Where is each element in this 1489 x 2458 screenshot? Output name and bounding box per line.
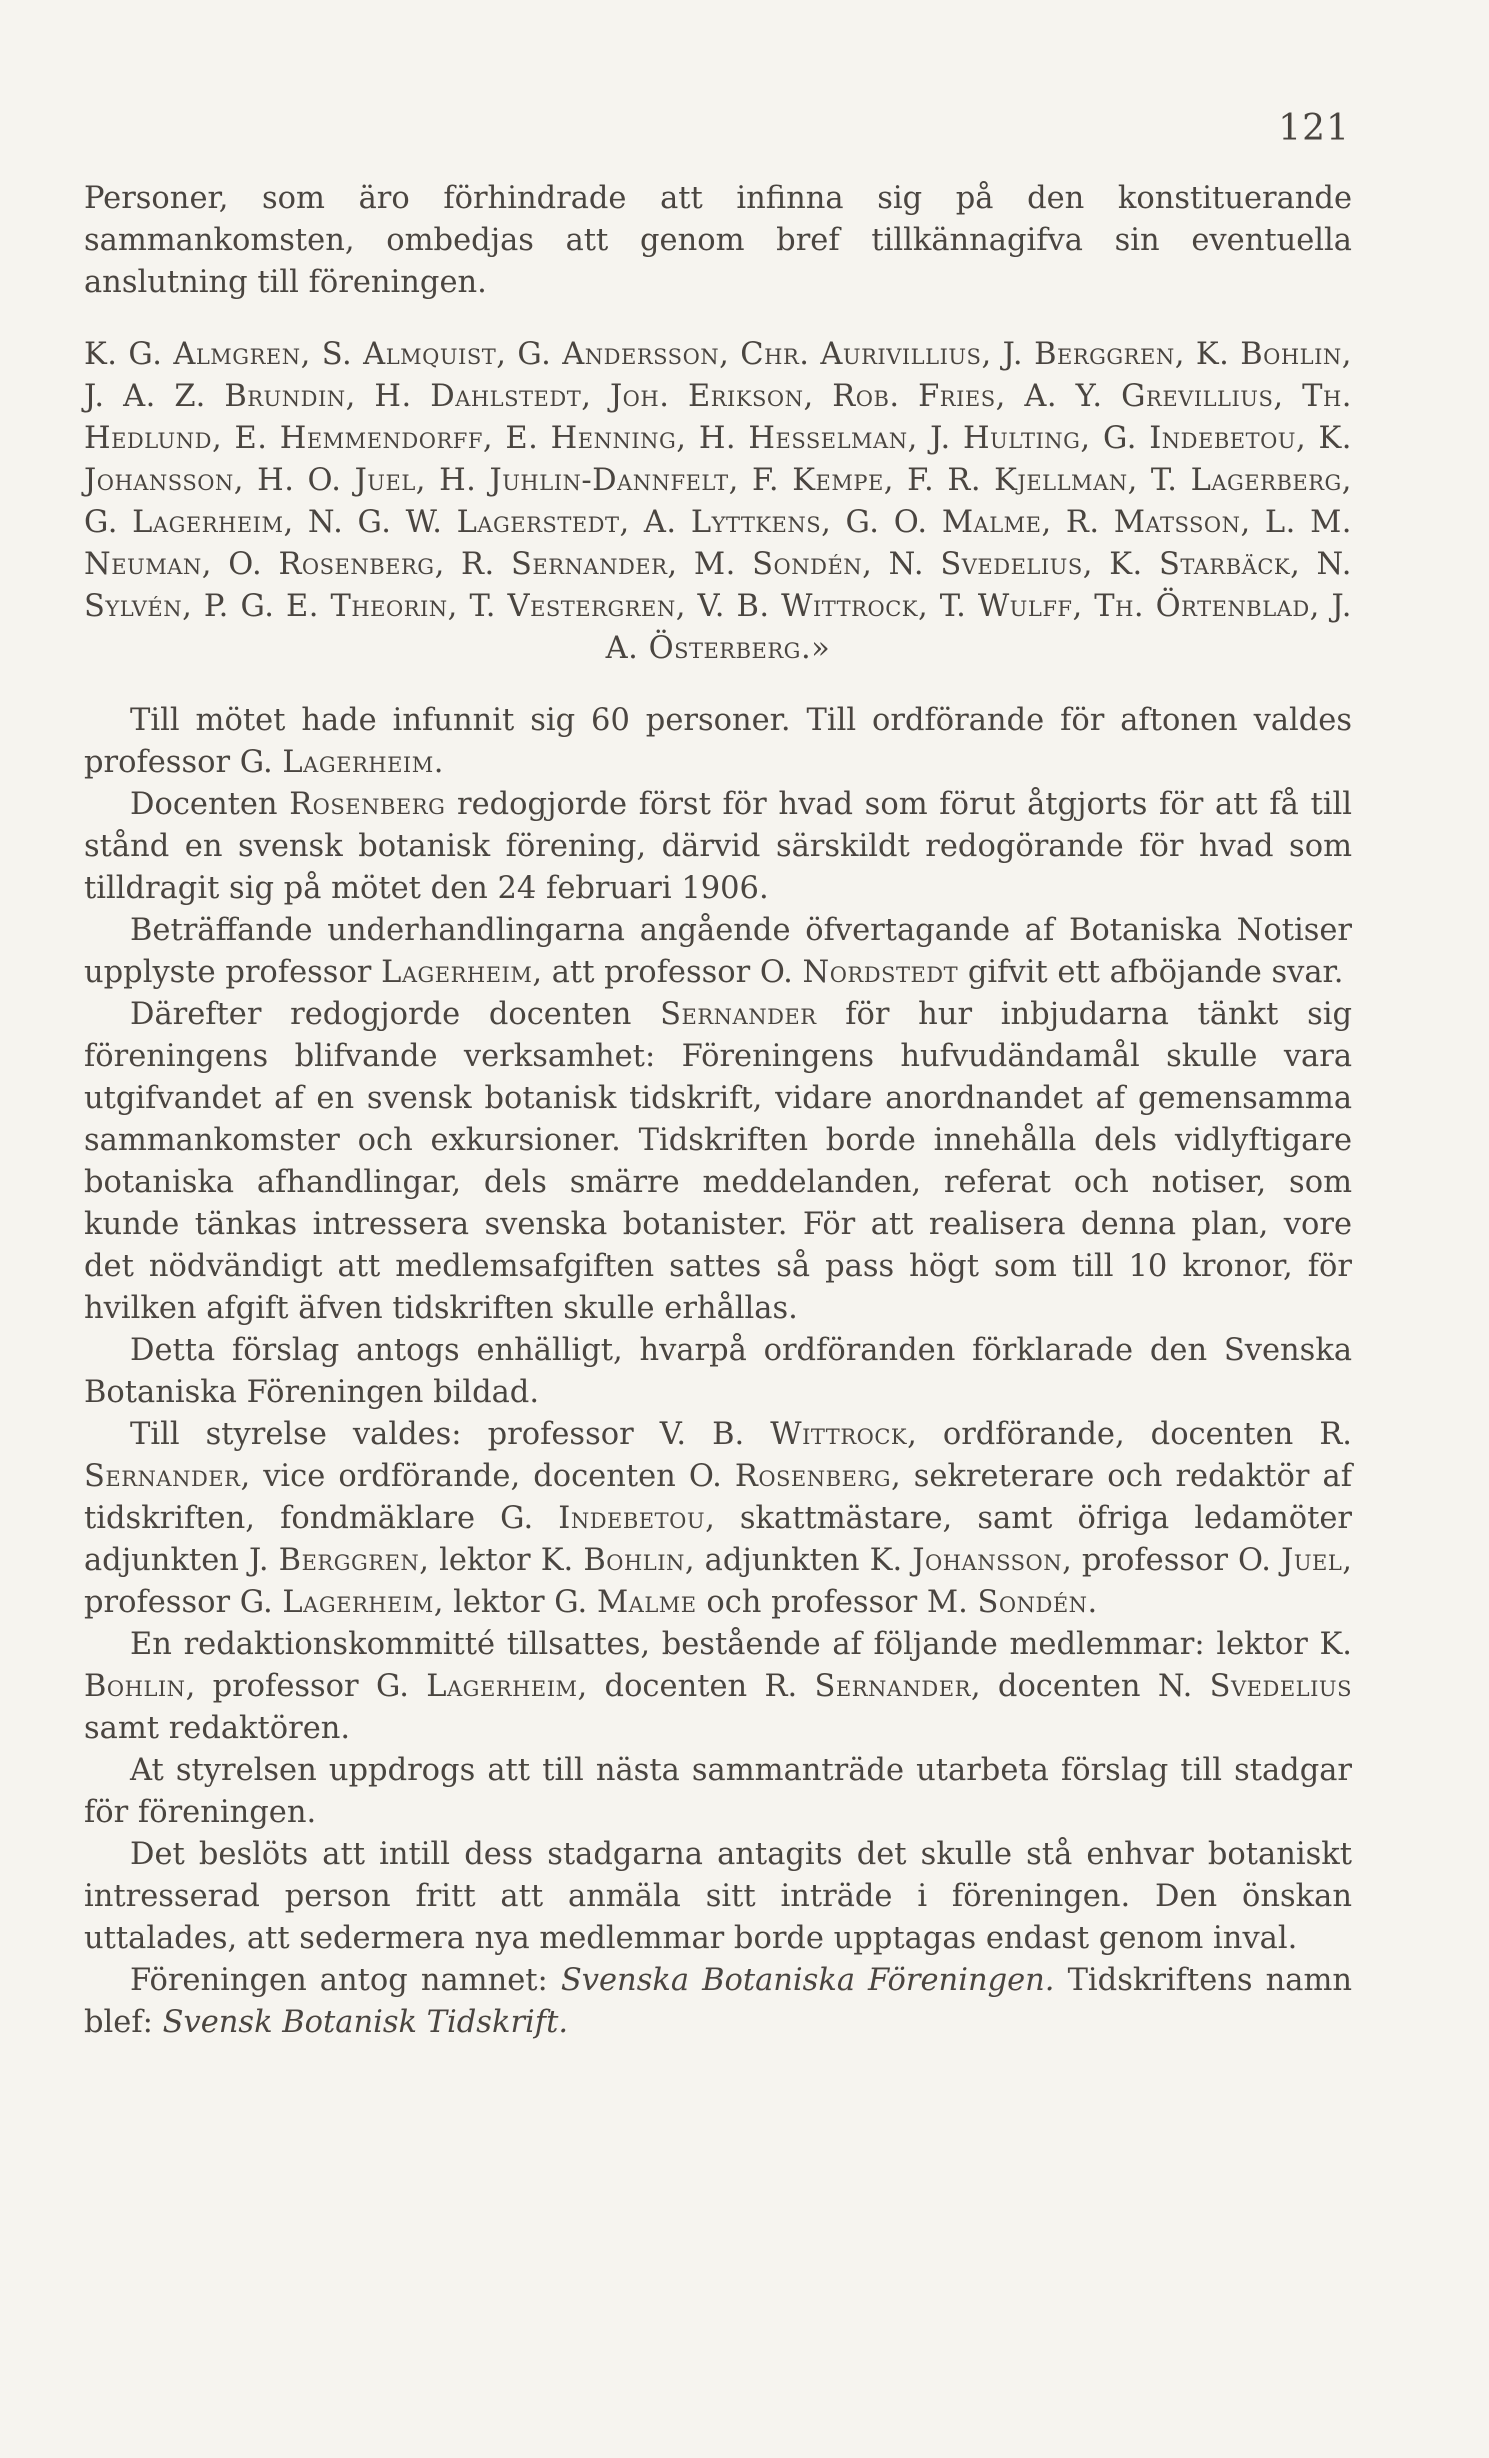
- paragraph-founding: Detta förslag antogs enhälligt, hvarpå ordföranden förklarade den Svenska Botaniska Föreningen bildad.: [84, 1333, 1352, 1410]
- paragraph-attendance: Till mötet hade infunnit sig 60 personer. Till ordförande för aftonen valdes professor G. Lagerheim.: [84, 703, 1352, 780]
- person-name: Rosenberg: [734, 1459, 891, 1494]
- person-name: Sondén: [977, 1585, 1088, 1620]
- paragraph-statutes: At styrelsen uppdrogs att till nästa sammanträde utarbeta förslag till stadgar för föreningen.: [84, 1753, 1352, 1830]
- person-name: Rosenberg: [289, 787, 446, 822]
- person-name: Lagerheim: [282, 745, 434, 780]
- person-name: Bohlin: [84, 1669, 186, 1704]
- signatory-list: K. G. Almgren, S. Almquist, G. Andersson, Chr. Aurivillius, J. Berggren, K. Bohlin, J. A. Z. Brundin, H. Dahlstedt, Joh. Erikson, Rob. Fries, A. Y. Grevillius, Th. Hedlund, E. Hemmendorff, E. Henning, H. Hesselman, J. Hulting, G. Indebetou, K. Johansson, H. O. Juel, H. Juhlin-Dannfelt, F. Kempe, F. R. Kjellman, T. Lagerberg, G. Lagerheim, N. G. W. Lagerstedt, A. Lyttkens, G. O. Malme, R. Matsson, L. M. Neuman, O. Rosenberg, R. Sernander, M. Sondén, N. Svedelius, K. Starbäck, N. Sylvén, P. G. E. Theorin, T. Vestergren, V. B. Wittrock, T. Wulff, Th. Örtenblad, J. A. Österberg.»: [84, 337, 1352, 666]
- paragraph-botaniska-notiser: Beträffande underhandlingarna angående öfvertagande af Botaniska Notiser upplyste professor Lagerheim, att professor O. Nordstedt gifvit ett afböjande svar.: [84, 913, 1352, 990]
- paragraph-board: Till styrelse valdes: professor V. B. Wittrock, ordförande, docenten R. Sernander, vice ordförande, docenten O. Rosenberg, sekreterare och redaktör af tidskriften, fondmäklare G. Indebetou, skattmästare, samt öfriga ledamöter adjunkten J. Berggren, lektor K. Bohlin, adjunkten K. Johansson, professor O. Juel, professor G. Lagerheim, lektor G. Malme och professor M. Sondén.: [84, 1417, 1353, 1620]
- body-text: [84, 178, 1352, 2044]
- person-name: Lagerheim: [282, 1585, 434, 1620]
- paragraph-membership: Det beslöts att intill dess stadgarna antagits det skulle stå enhvar botaniskt intresserad person fritt att anmäla sitt inträde i föreningen. Den önskan uttalades, att sedermera nya medlemmar borde upptagas endast genom inval.: [84, 1837, 1352, 1956]
- paragraph-name: Föreningen antog namnet: Svenska Botaniska Föreningen. Tidskriftens namn blef: Svensk Botanisk Tidskrift.: [84, 1963, 1353, 2040]
- journal-name: Svensk Botanisk Tidskrift.: [162, 2005, 569, 2040]
- person-name: Indebetou: [558, 1501, 706, 1536]
- person-name: Malme: [596, 1585, 697, 1620]
- person-name: Bohlin: [583, 1543, 685, 1578]
- paragraph-notice: Personer, som äro förhindrade att infinna sig på den konstituerande sammankomsten, ombedjas att genom bref tillkännagifva sin eventuella anslutning till föreningen.: [84, 181, 1352, 300]
- person-name: Juel: [1281, 1543, 1343, 1578]
- person-name: Berggren: [278, 1543, 420, 1578]
- paragraph-sernander-plan: Därefter redogjorde docenten Sernander för hur inbjudarna tänkt sig föreningens blifvande verksamhet: Föreningens hufvudändamål skulle vara utgifvandet af en svensk botanisk tidskrift, vidare anordnandet af gemensamma sammankomster och exkursioner. Tidskriften borde innehålla dels vidlyftigare botaniska afhandlingar, dels smärre meddelanden, referat och notiser, som kunde tänkas intressera svenska botanister. För att realisera denna plan, vore det nödvändigt att medlemsafgiften sattes så pass högt som till 10 kronor, för hvilken afgift äfven tidskriften skulle erhållas.: [84, 997, 1353, 1326]
- person-name: Sernander: [660, 997, 817, 1032]
- person-name: Lagerheim: [426, 1669, 578, 1704]
- person-name: Wittrock: [770, 1417, 908, 1452]
- person-name: Svedelius: [1209, 1669, 1352, 1704]
- person-name: Lagerheim: [381, 955, 533, 990]
- person-name: Johansson: [912, 1543, 1063, 1578]
- society-name: Svenska Botaniska Föreningen.: [560, 1963, 1055, 1998]
- person-name: Sernander: [814, 1669, 971, 1704]
- paragraph-editorial-committee: En redaktionskommitté tillsattes, bestående af följande medlemmar: lektor K. Bohlin, professor G. Lagerheim, docenten R. Sernander, docenten N. Svedelius samt redaktören.: [84, 1627, 1352, 1746]
- person-name: Sernander: [84, 1459, 241, 1494]
- person-name: Nordstedt: [802, 955, 959, 990]
- page-number: 121: [1278, 108, 1350, 149]
- paragraph-rosenberg-report: Docenten Rosenberg redogjorde först för hvad som förut åtgjorts för att få till stånd en svensk botanisk förening, därvid särskildt redogörande för hvad som tilldragit sig på mötet den 24 februari 1906.: [84, 787, 1352, 906]
